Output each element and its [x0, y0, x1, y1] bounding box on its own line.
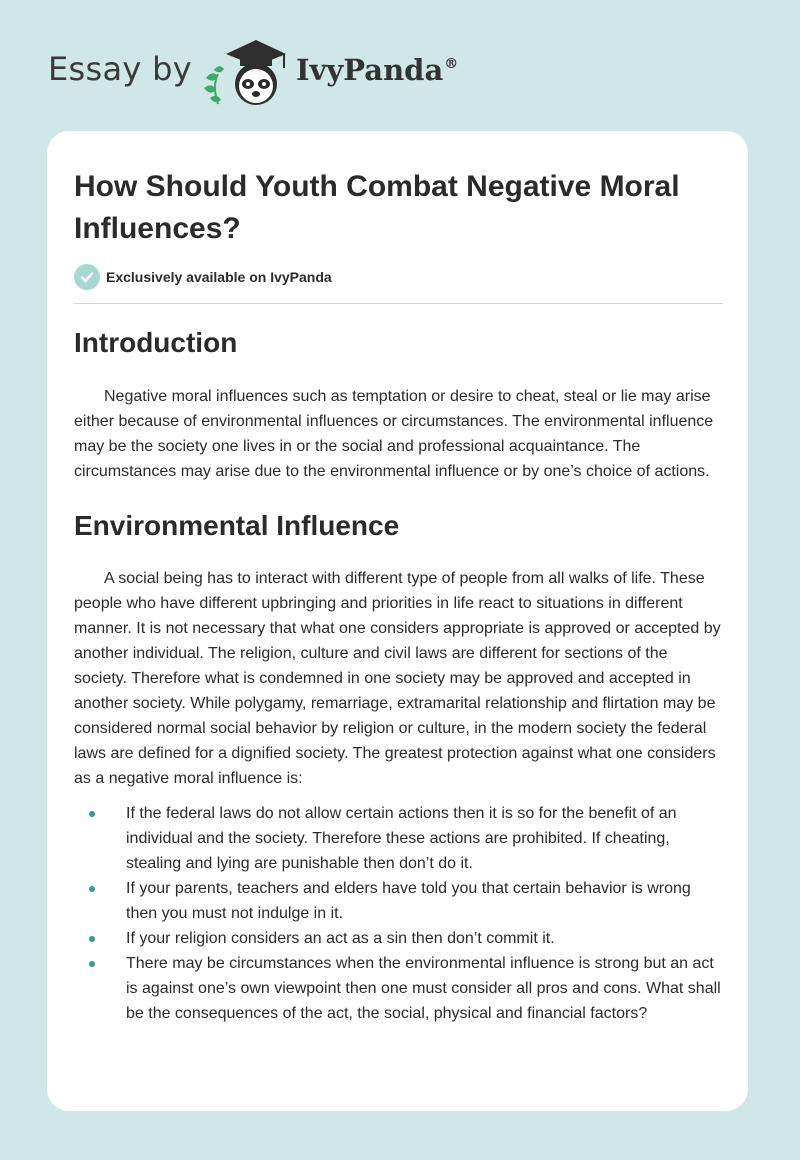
essay-card	[47, 131, 748, 1111]
essay-content	[74, 323, 724, 1026]
badge-text: Exclusively available on IvyPanda	[106, 269, 332, 285]
brand-name[interactable]: IvyPanda®	[296, 53, 459, 87]
exclusive-badge	[74, 263, 332, 291]
section-paragraph-environmental-influence: A social being has to interact with different type of people from all walks of life. These people who have different upbringing and priorities in life react to situations in different manner. It is not necessary that what one considers appropriate is approved or accepted by another individual. The religion, culture and civil laws are different for sections of the society. Therefore what is condemned in one society may be approved and accepted in another society. While polygamy, remarriage, extramarital relationship and flirtation may be considered normal social behavior by religion or culture, in the modern society the federal laws are defined for a dignified society. The greatest protection against what one considers as a negative moral influence is:	[74, 570, 721, 787]
bullet-list	[74, 801, 724, 1026]
panda-graduate-logo-icon[interactable]	[200, 34, 292, 108]
site-header	[0, 0, 800, 130]
section-heading-environmental-influence: Environmental Influence	[74, 510, 400, 541]
list-item: If your religion considers an act as a sin then don’t commit it.	[74, 926, 724, 951]
list-item: There may be circumstances when the environmental influence is strong but an act is against one’s own viewpoint then one must consider all pros and cons. What shall be the consequences of the act, the social, physical and financial factors?	[74, 951, 724, 1026]
divider	[74, 303, 723, 304]
section-heading-introduction: Introduction	[74, 327, 238, 358]
list-item: If the federal laws do not allow certain actions then it is so for the benefit of an individual and the society. Therefore these actions are prohibited. If cheating, stealing and lying are punishable then don’t do it.	[74, 801, 724, 876]
list-item: If your parents, teachers and elders have told you that certain behavior is wrong then you must not indulge in it.	[74, 876, 724, 926]
check-icon	[74, 264, 100, 290]
registered-mark: ®	[444, 56, 459, 72]
brand-prefix: Essay by	[48, 50, 192, 88]
essay-title: How Should Youth Combat Negative Moral Influences?	[74, 170, 680, 245]
section-paragraph-introduction: Negative moral influences such as temptation or desire to cheat, steal or lie may arise either because of environmental influences or circumstances. The environmental influence may be the society one lives in or the social and professional acquaintance. The circumstances may arise due to the environmental influence or by one’s choice of actions.	[74, 388, 714, 480]
